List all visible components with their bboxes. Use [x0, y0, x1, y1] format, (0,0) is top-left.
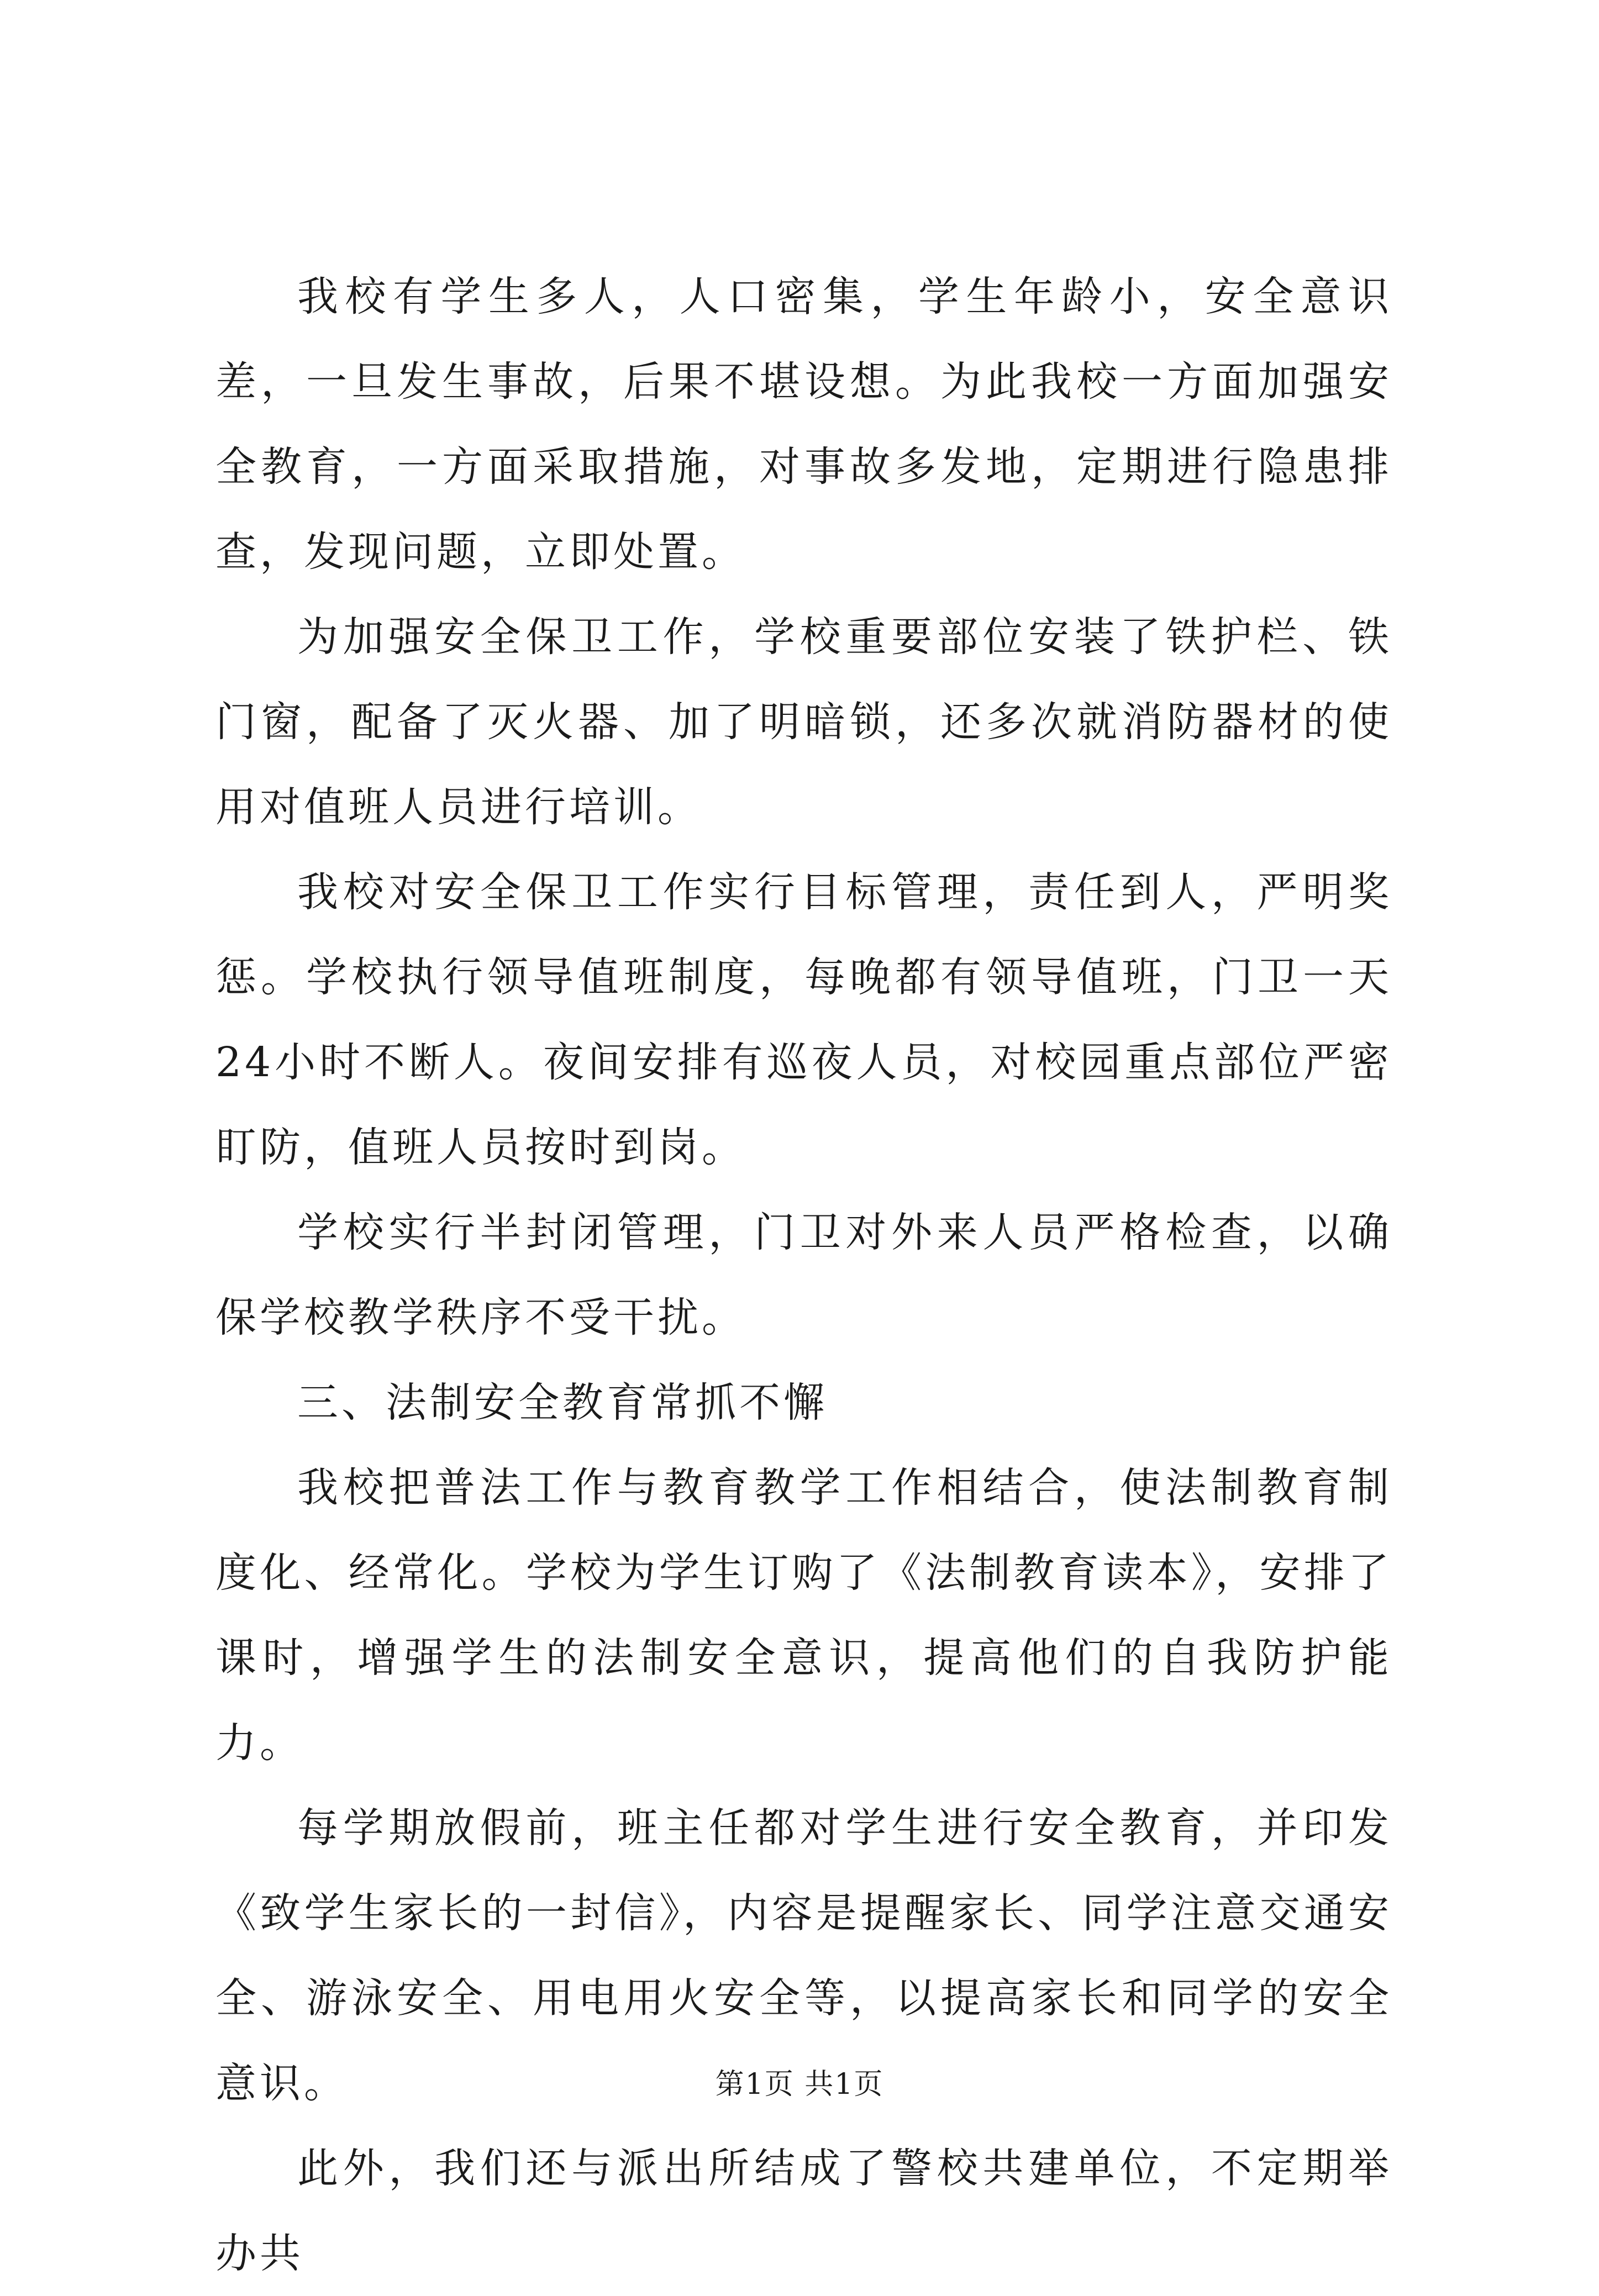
paragraph-security-facilities: 为加强安全保卫工作，学校重要部位安装了铁护栏、铁门窗，配备了灭火器、加了明暗锁，还多次就消防器材的使用对值班人员进行培训。	[215, 613, 1392, 831]
section-heading-legal-education: 三、法制安全教育常抓不懈	[297, 1379, 828, 1426]
paragraph-school-safety-intro: 我校有学生多人，人口密集，学生年龄小，安全意识差，一旦发生事故，后果不堪设想。为此我校一方面加强安全教育，一方面采取措施，对事故多发地，定期进行隐患排查，发现问题，立即处置。	[215, 273, 1392, 576]
paragraph-police-cooperation: 此外，我们还与派出所结成了警校共建单位，不定期举办共	[215, 2145, 1392, 2277]
paragraph-holiday-safety-letter: 每学期放假前，班主任都对学生进行安全教育，并印发《致学生家长的一封信》，内容是提醒家长、同学注意交通安全、游泳安全、用电用火安全等，以提高家长和同学的安全意识。	[215, 1804, 1392, 2107]
page-number-footer: 第1页 共1页	[715, 2068, 884, 2101]
document-body	[215, 254, 1392, 2296]
paragraph-legal-education: 我校把普法工作与教育教学工作相结合，使法制教育制度化、经常化。学校为学生订购了《法制教育读本》，安排了课时，增强学生的法制安全意识，提高他们的自我防护能力。	[215, 1464, 1392, 1767]
paragraph-target-management: 我校对安全保卫工作实行目标管理，责任到人，严明奖惩。学校执行领导值班制度，每晚都有领导值班，门卫一天24小时不断人。夜间安排有巡夜人员，对校园重点部位严密盯防，值班人员按时到岗。	[215, 868, 1392, 1171]
paragraph-semi-closed-management: 学校实行半封闭管理，门卫对外来人员严格检查，以确保学校教学秩序不受干扰。	[215, 1209, 1392, 1341]
